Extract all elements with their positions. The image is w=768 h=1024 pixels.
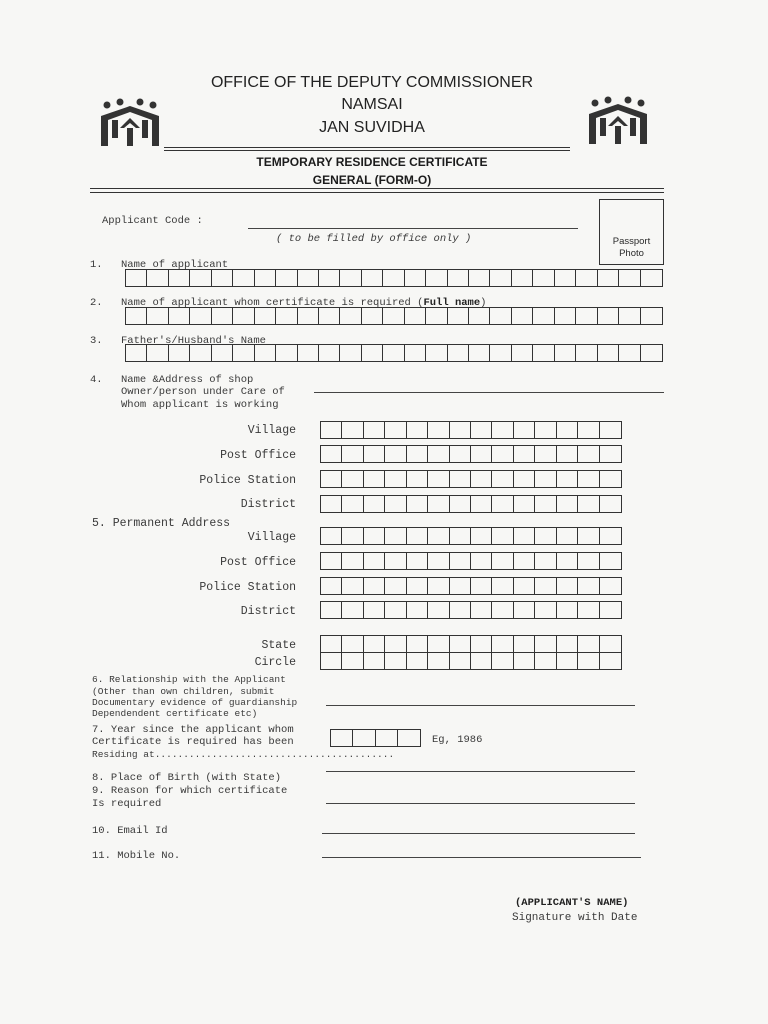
header-rule-bottom xyxy=(164,150,570,151)
character-box[interactable] xyxy=(600,553,621,569)
field-7-line2: Certificate is required has been xyxy=(92,736,294,748)
character-box[interactable] xyxy=(428,653,449,669)
character-box[interactable] xyxy=(512,345,533,361)
character-box[interactable] xyxy=(426,308,447,324)
character-box[interactable] xyxy=(385,602,406,618)
character-box[interactable] xyxy=(276,308,297,324)
character-box[interactable] xyxy=(233,308,254,324)
character-box[interactable] xyxy=(342,636,363,652)
character-box[interactable] xyxy=(385,496,406,512)
character-box[interactable] xyxy=(641,345,662,361)
character-box[interactable] xyxy=(428,528,449,544)
character-box[interactable] xyxy=(321,471,342,487)
character-box[interactable] xyxy=(469,270,490,286)
field-4-label-line3: Whom applicant is working xyxy=(121,399,279,411)
character-box[interactable] xyxy=(169,345,190,361)
field-1-number: 1. xyxy=(90,259,103,271)
character-box[interactable] xyxy=(321,528,342,544)
character-box[interactable] xyxy=(557,446,578,462)
character-box[interactable] xyxy=(578,422,599,438)
character-box[interactable] xyxy=(471,578,492,594)
character-box[interactable] xyxy=(385,471,406,487)
title-rule-top xyxy=(90,188,664,189)
field-7-line3: Residing at.......................................... xyxy=(92,749,395,760)
scheme-heading: JAN SUVIDHA xyxy=(319,119,425,136)
character-box[interactable] xyxy=(514,422,535,438)
character-box[interactable] xyxy=(492,422,513,438)
signature-date-label: Signature with Date xyxy=(512,912,638,924)
character-box[interactable] xyxy=(578,553,599,569)
character-box[interactable] xyxy=(319,345,340,361)
character-box[interactable] xyxy=(535,422,556,438)
character-box[interactable] xyxy=(342,422,363,438)
applicant-name-boxes[interactable] xyxy=(125,269,663,287)
character-box[interactable] xyxy=(233,270,254,286)
character-box[interactable] xyxy=(147,308,168,324)
character-box[interactable] xyxy=(535,578,556,594)
character-box[interactable] xyxy=(514,578,535,594)
office-heading: OFFICE OF THE DEPUTY COMMISSIONER xyxy=(210,74,534,91)
character-box[interactable] xyxy=(492,653,513,669)
character-box[interactable] xyxy=(364,471,385,487)
character-box[interactable] xyxy=(450,578,471,594)
character-box[interactable] xyxy=(385,578,406,594)
character-box[interactable] xyxy=(212,345,233,361)
character-box[interactable] xyxy=(428,471,449,487)
character-box[interactable] xyxy=(321,553,342,569)
field-7-line1: 7. Year since the applicant whom xyxy=(92,724,294,736)
character-box[interactable] xyxy=(557,528,578,544)
field-4-label-line1: Name &Address of shop xyxy=(121,374,254,386)
character-box[interactable] xyxy=(407,553,428,569)
character-box[interactable] xyxy=(364,496,385,512)
character-box[interactable] xyxy=(576,345,597,361)
shop-owner-field[interactable] xyxy=(314,392,664,393)
character-box[interactable] xyxy=(600,636,621,652)
character-box[interactable] xyxy=(557,422,578,438)
character-box[interactable] xyxy=(362,345,383,361)
character-box[interactable] xyxy=(492,602,513,618)
field-9-line2: Is required xyxy=(92,798,162,810)
character-box[interactable] xyxy=(428,578,449,594)
perm-state-label: State xyxy=(261,639,296,652)
character-box[interactable] xyxy=(535,602,556,618)
character-box[interactable] xyxy=(619,345,640,361)
character-box[interactable] xyxy=(535,553,556,569)
character-box[interactable] xyxy=(557,602,578,618)
character-box[interactable] xyxy=(255,270,276,286)
character-box[interactable] xyxy=(555,270,576,286)
field-2-label-bold: Full name xyxy=(423,297,481,309)
character-box[interactable] xyxy=(385,422,406,438)
perm-post-office-boxes[interactable] xyxy=(320,552,622,570)
character-box[interactable] xyxy=(364,653,385,669)
character-box[interactable] xyxy=(364,578,385,594)
shop-police-station-label: Police Station xyxy=(199,474,296,487)
character-box[interactable] xyxy=(535,446,556,462)
shop-post-office-boxes[interactable] xyxy=(320,445,622,463)
character-box[interactable] xyxy=(405,308,426,324)
perm-state-boxes[interactable] xyxy=(320,635,622,653)
character-box[interactable] xyxy=(321,602,342,618)
character-box[interactable] xyxy=(407,578,428,594)
character-box[interactable] xyxy=(471,446,492,462)
character-box[interactable] xyxy=(535,528,556,544)
perm-police-station-boxes[interactable] xyxy=(320,577,622,595)
character-box[interactable] xyxy=(147,270,168,286)
character-box[interactable] xyxy=(319,270,340,286)
character-box[interactable] xyxy=(469,345,490,361)
character-box[interactable] xyxy=(383,345,404,361)
perm-circle-label: Circle xyxy=(254,656,296,669)
character-box[interactable] xyxy=(576,308,597,324)
character-box[interactable] xyxy=(492,496,513,512)
character-box[interactable] xyxy=(471,471,492,487)
character-box[interactable] xyxy=(600,578,621,594)
place-of-birth-field[interactable] xyxy=(326,771,635,772)
character-box[interactable] xyxy=(514,553,535,569)
character-box[interactable] xyxy=(598,345,619,361)
perm-circle-boxes[interactable] xyxy=(320,652,622,670)
character-box[interactable] xyxy=(385,636,406,652)
character-box[interactable] xyxy=(407,422,428,438)
field-4-number: 4. xyxy=(90,374,103,386)
character-box[interactable] xyxy=(471,553,492,569)
year-boxes[interactable] xyxy=(330,729,421,747)
character-box[interactable] xyxy=(555,308,576,324)
character-box[interactable] xyxy=(342,578,363,594)
character-box[interactable] xyxy=(364,602,385,618)
character-box[interactable] xyxy=(600,471,621,487)
character-box[interactable] xyxy=(490,270,511,286)
mobile-field[interactable] xyxy=(322,857,641,858)
shop-police-station-boxes[interactable] xyxy=(320,470,622,488)
character-box[interactable] xyxy=(428,602,449,618)
character-box[interactable] xyxy=(641,270,662,286)
character-box[interactable] xyxy=(514,528,535,544)
character-box[interactable] xyxy=(342,471,363,487)
character-box[interactable] xyxy=(340,270,361,286)
character-box[interactable] xyxy=(126,270,147,286)
character-box[interactable] xyxy=(600,422,621,438)
character-box[interactable] xyxy=(342,653,363,669)
character-box[interactable] xyxy=(619,308,640,324)
field-5-label: 5. Permanent Address xyxy=(92,517,231,530)
field-3-label: Father's/Husband's Name xyxy=(121,335,266,347)
year-example: Eg, 1986 xyxy=(432,734,483,746)
character-box[interactable] xyxy=(233,345,254,361)
character-box[interactable] xyxy=(492,446,513,462)
character-box[interactable] xyxy=(353,730,375,746)
certificate-name-boxes[interactable] xyxy=(125,307,663,325)
character-box[interactable] xyxy=(514,602,535,618)
field-2-label-end: ) xyxy=(480,297,487,309)
character-box[interactable] xyxy=(533,308,554,324)
character-box[interactable] xyxy=(126,345,147,361)
character-box[interactable] xyxy=(535,496,556,512)
character-box[interactable] xyxy=(276,270,297,286)
character-box[interactable] xyxy=(276,345,297,361)
character-box[interactable] xyxy=(492,528,513,544)
field-2-number: 2. xyxy=(90,297,103,309)
character-box[interactable] xyxy=(340,308,361,324)
character-box[interactable] xyxy=(450,653,471,669)
character-box[interactable] xyxy=(342,496,363,512)
character-box[interactable] xyxy=(169,308,190,324)
character-box[interactable] xyxy=(450,422,471,438)
character-box[interactable] xyxy=(533,345,554,361)
character-box[interactable] xyxy=(321,636,342,652)
character-box[interactable] xyxy=(600,528,621,544)
character-box[interactable] xyxy=(321,446,342,462)
field-4-label-line2: Owner/person under Care of xyxy=(121,386,285,398)
character-box[interactable] xyxy=(385,446,406,462)
character-box[interactable] xyxy=(578,578,599,594)
character-box[interactable] xyxy=(385,528,406,544)
character-box[interactable] xyxy=(321,578,342,594)
character-box[interactable] xyxy=(557,653,578,669)
character-box[interactable] xyxy=(557,496,578,512)
character-box[interactable] xyxy=(600,602,621,618)
character-box[interactable] xyxy=(405,270,426,286)
field-1-label: Name of applicant xyxy=(121,259,229,271)
character-box[interactable] xyxy=(471,653,492,669)
character-box[interactable] xyxy=(405,345,426,361)
character-box[interactable] xyxy=(600,496,621,512)
character-box[interactable] xyxy=(492,471,513,487)
character-box[interactable] xyxy=(407,636,428,652)
relationship-field[interactable] xyxy=(326,705,635,706)
character-box[interactable] xyxy=(426,345,447,361)
character-box[interactable] xyxy=(255,308,276,324)
character-box[interactable] xyxy=(555,345,576,361)
character-box[interactable] xyxy=(364,422,385,438)
character-box[interactable] xyxy=(385,653,406,669)
passport-photo-box[interactable] xyxy=(599,199,664,265)
character-box[interactable] xyxy=(298,345,319,361)
character-box[interactable] xyxy=(319,308,340,324)
character-box[interactable] xyxy=(471,422,492,438)
perm-district-boxes[interactable] xyxy=(320,601,622,619)
perm-post-office-label: Post Office xyxy=(220,556,296,569)
character-box[interactable] xyxy=(407,446,428,462)
shop-post-office-label: Post Office xyxy=(220,449,296,462)
character-box[interactable] xyxy=(364,528,385,544)
character-box[interactable] xyxy=(450,471,471,487)
character-box[interactable] xyxy=(471,636,492,652)
character-box[interactable] xyxy=(190,270,211,286)
character-box[interactable] xyxy=(619,270,640,286)
character-box[interactable] xyxy=(490,308,511,324)
character-box[interactable] xyxy=(212,308,233,324)
form-title: TEMPORARY RESIDENCE CERTIFICATE xyxy=(256,155,488,169)
character-box[interactable] xyxy=(190,345,211,361)
character-box[interactable] xyxy=(190,308,211,324)
character-box[interactable] xyxy=(450,496,471,512)
character-box[interactable] xyxy=(428,446,449,462)
father-husband-name-boxes[interactable] xyxy=(125,344,663,362)
email-field[interactable] xyxy=(322,833,635,834)
character-box[interactable] xyxy=(364,553,385,569)
character-box[interactable] xyxy=(514,653,535,669)
character-box[interactable] xyxy=(428,553,449,569)
field-2-label: Name of applicant whom certificate is required ( xyxy=(121,297,424,309)
character-box[interactable] xyxy=(342,602,363,618)
character-box[interactable] xyxy=(641,308,662,324)
field-6-line4: Dependendent certificate etc) xyxy=(92,708,258,719)
character-box[interactable] xyxy=(514,636,535,652)
character-box[interactable] xyxy=(450,636,471,652)
character-box[interactable] xyxy=(598,308,619,324)
character-box[interactable] xyxy=(212,270,233,286)
form-subtitle: GENERAL (FORM-O) xyxy=(312,173,432,187)
character-box[interactable] xyxy=(514,471,535,487)
reason-field[interactable] xyxy=(326,803,635,804)
shop-district-label: District xyxy=(240,498,296,511)
character-box[interactable] xyxy=(448,345,469,361)
character-box[interactable] xyxy=(428,422,449,438)
field-9-line1: 9. Reason for which certificate xyxy=(92,785,288,797)
applicant-code-note: ( to be filled by office only ) xyxy=(276,233,472,245)
character-box[interactable] xyxy=(535,471,556,487)
character-box[interactable] xyxy=(407,496,428,512)
character-box[interactable] xyxy=(490,345,511,361)
character-box[interactable] xyxy=(492,578,513,594)
applicant-code-label: Applicant Code : xyxy=(102,215,203,227)
character-box[interactable] xyxy=(126,308,147,324)
shop-village-label: Village xyxy=(247,424,296,437)
character-box[interactable] xyxy=(450,528,471,544)
character-box[interactable] xyxy=(364,636,385,652)
character-box[interactable] xyxy=(578,636,599,652)
character-box[interactable] xyxy=(255,345,276,361)
character-box[interactable] xyxy=(298,270,319,286)
character-box[interactable] xyxy=(471,496,492,512)
character-box[interactable] xyxy=(557,578,578,594)
field-8-label: 8. Place of Birth (with State) xyxy=(92,772,282,784)
perm-village-boxes[interactable] xyxy=(320,527,622,545)
shop-district-boxes[interactable] xyxy=(320,495,622,513)
character-box[interactable] xyxy=(448,270,469,286)
character-box[interactable] xyxy=(169,270,190,286)
character-box[interactable] xyxy=(533,270,554,286)
character-box[interactable] xyxy=(364,446,385,462)
character-box[interactable] xyxy=(514,446,535,462)
photo-label: Photo xyxy=(619,248,644,259)
character-box[interactable] xyxy=(362,308,383,324)
character-box[interactable] xyxy=(557,553,578,569)
character-box[interactable] xyxy=(512,270,533,286)
character-box[interactable] xyxy=(383,308,404,324)
character-box[interactable] xyxy=(298,308,319,324)
character-box[interactable] xyxy=(448,308,469,324)
character-box[interactable] xyxy=(598,270,619,286)
character-box[interactable] xyxy=(428,496,449,512)
character-box[interactable] xyxy=(398,730,420,746)
character-box[interactable] xyxy=(383,270,404,286)
character-box[interactable] xyxy=(428,636,449,652)
perm-village-label: Village xyxy=(247,531,296,544)
character-box[interactable] xyxy=(514,496,535,512)
character-box[interactable] xyxy=(340,345,361,361)
applicant-code-field[interactable] xyxy=(248,228,578,229)
character-box[interactable] xyxy=(321,496,342,512)
character-box[interactable] xyxy=(407,528,428,544)
character-box[interactable] xyxy=(557,471,578,487)
character-box[interactable] xyxy=(147,345,168,361)
header-rule-top xyxy=(164,147,570,148)
character-box[interactable] xyxy=(331,730,353,746)
character-box[interactable] xyxy=(321,422,342,438)
character-box[interactable] xyxy=(342,553,363,569)
character-box[interactable] xyxy=(557,636,578,652)
field-6-line1: 6. Relationship with the Applicant xyxy=(92,674,286,685)
character-box[interactable] xyxy=(407,653,428,669)
field-11-label: 11. Mobile No. xyxy=(92,850,181,862)
character-box[interactable] xyxy=(385,553,406,569)
character-box[interactable] xyxy=(469,308,490,324)
character-box[interactable] xyxy=(578,602,599,618)
character-box[interactable] xyxy=(471,602,492,618)
title-rule-bottom xyxy=(90,192,664,193)
field-6-line3: Documentary evidence of guardianship xyxy=(92,697,298,708)
character-box[interactable] xyxy=(492,553,513,569)
character-box[interactable] xyxy=(362,270,383,286)
character-box[interactable] xyxy=(578,653,599,669)
field-10-label: 10. Email Id xyxy=(92,825,168,837)
passport-label: Passport xyxy=(612,236,651,247)
character-box[interactable] xyxy=(407,602,428,618)
character-box[interactable] xyxy=(376,730,398,746)
character-box[interactable] xyxy=(578,496,599,512)
character-box[interactable] xyxy=(471,528,492,544)
character-box[interactable] xyxy=(450,446,471,462)
character-box[interactable] xyxy=(600,446,621,462)
district-heading: NAMSAI xyxy=(341,96,403,113)
character-box[interactable] xyxy=(578,528,599,544)
perm-district-label: District xyxy=(240,605,296,618)
character-box[interactable] xyxy=(450,602,471,618)
character-box[interactable] xyxy=(450,553,471,569)
field-3-number: 3. xyxy=(90,335,103,347)
character-box[interactable] xyxy=(407,471,428,487)
character-box[interactable] xyxy=(576,270,597,286)
character-box[interactable] xyxy=(342,528,363,544)
applicant-name-label: (APPLICANT'S NAME) xyxy=(515,897,629,909)
character-box[interactable] xyxy=(578,471,599,487)
character-box[interactable] xyxy=(535,653,556,669)
perm-police-station-label: Police Station xyxy=(199,581,296,594)
character-box[interactable] xyxy=(342,446,363,462)
shop-village-boxes[interactable] xyxy=(320,421,622,439)
character-box[interactable] xyxy=(321,653,342,669)
field-6-line2: (Other than own children, submit xyxy=(92,686,275,697)
character-box[interactable] xyxy=(535,636,556,652)
character-box[interactable] xyxy=(600,653,621,669)
character-box[interactable] xyxy=(512,308,533,324)
character-box[interactable] xyxy=(492,636,513,652)
character-box[interactable] xyxy=(426,270,447,286)
character-box[interactable] xyxy=(578,446,599,462)
